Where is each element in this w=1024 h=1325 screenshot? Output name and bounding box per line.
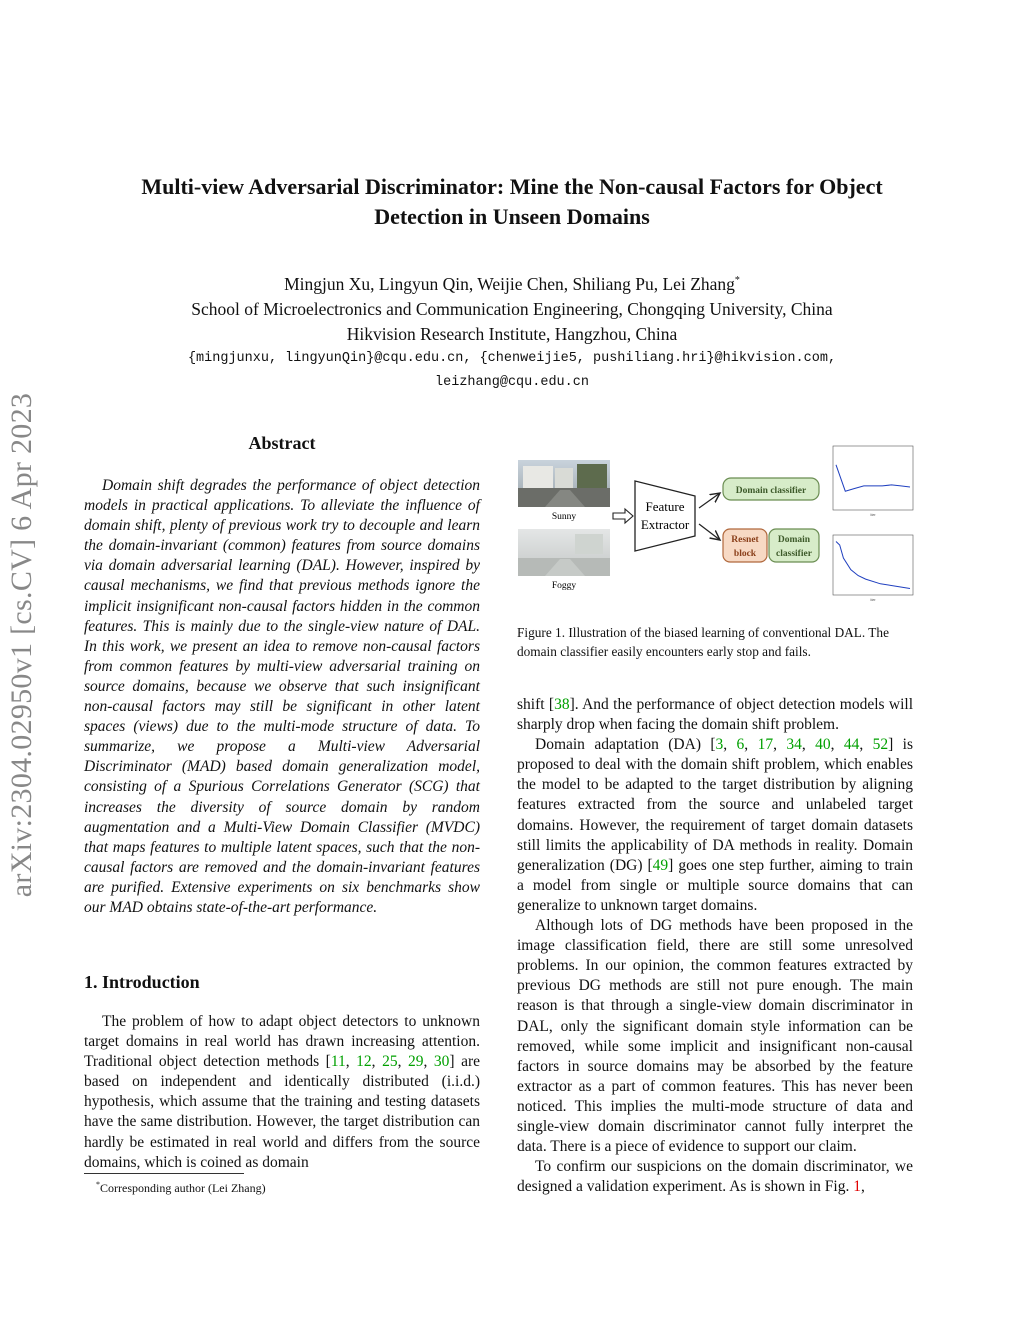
domain-classifier-bottom-label-1: Domain — [777, 535, 811, 545]
loss-chart-top — [833, 446, 913, 517]
citation-link[interactable]: 49 — [652, 856, 669, 874]
citation-link[interactable]: 52 — [872, 736, 889, 754]
paragraph-domain-adaptation: Domain adaptation (DA) [3, 6, 17, 34, 40, 44, 52] is proposed to deal with the domain shift problem, which enables the model to be adapted to the target distribution by aligning features extracted from the source and unlabeled target domains. However, the requirement of target domain datasets still limits the applicability of DA methods in reality. Domain generalization (DG) [49] goes one step further, aiming to train a model from single or multiple source domains that can generalize to unknown target domains. — [517, 736, 914, 914]
citation-link[interactable]: 3 — [715, 736, 724, 754]
chart-xlabel: iter — [870, 512, 876, 517]
figure-ref-link[interactable]: 1 — [853, 1178, 861, 1196]
arrow-to-resnet-block — [699, 524, 720, 540]
sunny-label: Sunny — [551, 512, 577, 522]
title-line-1: Multi-view Adversarial Discriminator: Mine the Non-causal Factors for Object — [141, 174, 883, 199]
intro-heading: 1. Introduction — [84, 972, 200, 992]
resnet-label-2: block — [733, 549, 757, 559]
chart-frame — [833, 446, 913, 510]
title-line-2: Detection in Unseen Domains — [374, 204, 650, 229]
paragraph-validation: To confirm our suspicions on the domain discriminator, we designed a validation experiment. As is shown in Fig. 1, — [517, 1158, 913, 1196]
sunny-image — [518, 460, 610, 507]
footnote-rule — [84, 1173, 244, 1174]
arrow-to-domain-classifier — [699, 493, 720, 508]
intro-paragraph-1: The problem of how to adapt object detectors to unknown target domains in real world has drawn increasing attention. Traditional object detection methods [11, 12, 25, 29, 30] are based on independent and identically distributed (i.i.d.) hypothesis, which assume that the training and testing datasets have the same distribution. However, the target distribution can hardly be estimated in real world and differs from the source domains, which is coined as domain — [84, 1013, 480, 1171]
citation-link[interactable]: 12 — [356, 1053, 372, 1071]
citation-link[interactable]: 29 — [407, 1053, 424, 1071]
corresponding-mark: * — [734, 275, 740, 286]
feature-extractor-label-1: Feature — [645, 499, 685, 514]
abstract-text: Domain shift degrades the performance of object detection models in practical applications. To alleviate the influence of domain shift, plenty of previous work try to decouple and learn the domain-invariant (common) features from source domains via domain adversarial learning (DAL). However, inspired by causal mechanisms, we find that previous methods ignore the implicit insignificant non-causal factors hidden in the common features. This is mainly due to the single-view nature of DAL. In this work, we present an idea to remove non-causal factors from common features by multi-view adversarial training on source domains, because we observe that such insignificant non-causal factors may still be significant in other latent spaces (views) due to the multi-mode structure of data. To summarize, we propose a Multi-view Adversarial Discriminator (MAD) based domain generalization model, consisting of a Spurious Correlations Generator (SCG) that increases the diversity of source domain by random augmentation and a Multi-View Domain Classifier (MVDC) that maps features to multiple latent spaces, such that the non-causal factors are removed and the domain-invariant features are purified. Extensive experiments on six benchmarks show our MAD obtains state-of-the-art performance. — [84, 477, 480, 916]
domain-classifier-top-label: Domain classifier — [735, 486, 807, 496]
citation-link[interactable]: 40 — [815, 736, 831, 754]
citation-link[interactable]: 30 — [433, 1053, 450, 1071]
citation-link[interactable]: 25 — [382, 1053, 398, 1071]
citation-link[interactable]: 34 — [786, 736, 802, 754]
resnet-label-1: Resnet — [731, 535, 759, 545]
figure-caption: Figure 1. Illustration of the biased learning of conventional DAL. The domain classifier easily encounters early stop and fails. — [517, 625, 889, 659]
citation-link[interactable]: 38 — [554, 696, 570, 713]
loss-chart-bottom — [833, 535, 913, 602]
footnote: *Corresponding author (Lei Zhang) — [96, 1180, 266, 1195]
chart-frame — [833, 535, 913, 595]
citation-link[interactable]: 44 — [843, 736, 860, 754]
citation-link[interactable]: 6 — [736, 736, 745, 754]
citation-link[interactable]: 17 — [757, 736, 774, 754]
paragraph-dg-methods: Although lots of DG methods have been proposed in the image classification field, there are still some unresolved problems. In our opinion, the common features extracted by previous DG methods are still not pure enough. The main reason is that through a single-view domain discriminator in DAL, only the significant domain style information can be removed, while some implicit and insignificant non-causal factors in source domains may be absorbed by the feature extractor as a part of common features. This has never been noticed. This implies the multi-mode structure of data and single-view domain discriminator cannot fully interpret the data. There is a piece of evidence to support our claim. — [517, 917, 913, 1156]
right-column-text — [517, 695, 913, 1197]
abstract-heading: Abstract — [248, 433, 316, 453]
foggy-image — [518, 529, 610, 576]
citation-link[interactable]: 11 — [330, 1053, 346, 1071]
domain-classifier-bottom-label-2: classifier — [776, 549, 812, 559]
author-list: Mingjun Xu, Lingyun Qin, Weijie Chen, Shiliang Pu, Lei Zhang* — [284, 273, 740, 294]
emails-line-2: leizhang@cqu.edu.cn — [435, 374, 589, 390]
chart-xlabel: iter — [870, 597, 876, 602]
affiliation-2: Hikvision Research Institute, Hangzhou, China — [346, 323, 678, 344]
feature-extractor-label-2: Extractor — [640, 517, 690, 532]
input-arrows — [613, 509, 633, 523]
affiliation-1: School of Microelectronics and Communication Engineering, Chongqing University, China — [191, 298, 833, 319]
emails-line-1: {mingjunxu, lingyunQin}@cqu.edu.cn, {chenweijie5, pushiliang.hri}@hikvision.com, — [187, 350, 837, 366]
paragraph-shift: shift [38]. And the performance of object detection models will sharply drop when facing the domain shift problem. — [517, 696, 913, 734]
arxiv-stamp: arXiv:2304.02950v1 [cs.CV] 6 Apr 2023 — [5, 392, 38, 898]
feature-extractor-block — [635, 481, 695, 551]
figure-1 — [515, 438, 920, 610]
author-block — [60, 268, 964, 395]
foggy-label: Foggy — [551, 581, 577, 591]
paper-title — [60, 172, 964, 232]
